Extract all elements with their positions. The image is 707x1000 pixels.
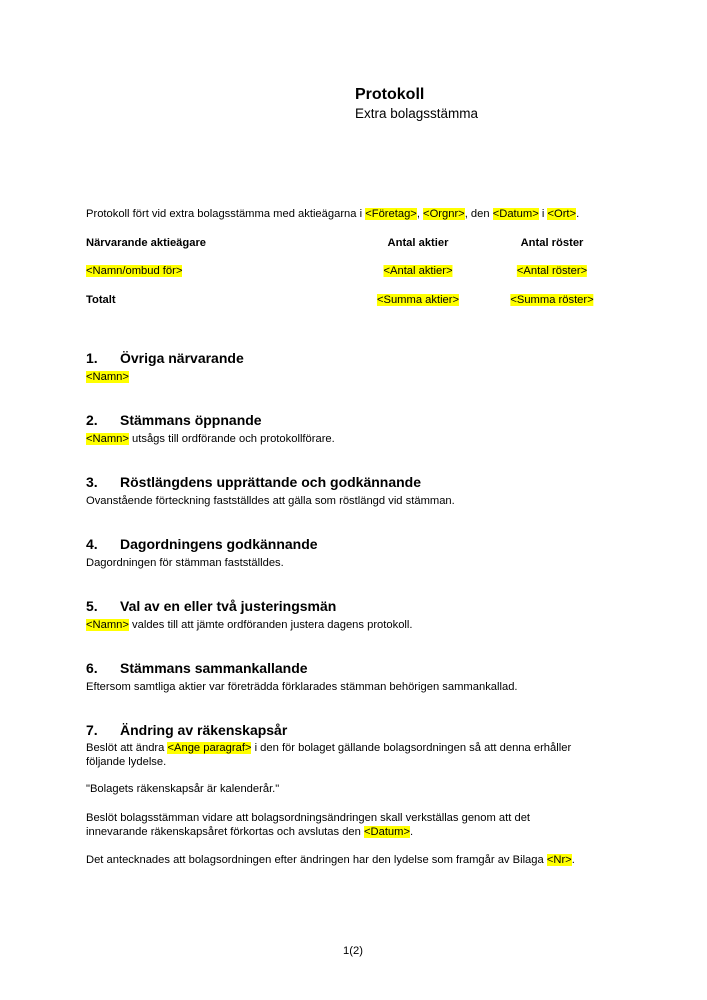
section-7-quote: "Bolagets räkenskapsår är kalenderår."	[86, 783, 280, 795]
placeholder-name: <Namn>	[86, 371, 129, 383]
placeholder-company: <Företag>	[365, 208, 417, 220]
header-shares: Antal aktier	[387, 237, 449, 249]
section-4-heading	[86, 536, 318, 552]
section-7-p3-line1: Beslöt bolagsstämman vidare att bolagsordningsändringen skall verkställas genom att det	[86, 812, 531, 824]
row-shares: <Antal aktier>	[383, 265, 453, 277]
section-7-p1-line1	[86, 742, 571, 754]
intro-text: , den	[464, 208, 493, 220]
section-number: 5.	[86, 598, 98, 614]
text: Beslöt att ändra	[86, 742, 168, 754]
header-votes: Antal röster	[520, 237, 584, 249]
section-5-text	[86, 619, 413, 631]
section-title: Stämmans öppnande	[120, 412, 262, 428]
section-number: 2.	[86, 412, 98, 428]
section-7-p3-line2	[86, 826, 413, 838]
section-1-heading	[86, 350, 244, 366]
section-6-text: Eftersom samtliga aktier var företrädda förklarades stämman behörigen sammankallad.	[86, 681, 518, 693]
section-2-heading	[86, 412, 262, 428]
text: .	[571, 854, 575, 866]
section-title: Röstlängdens upprättande och godkännande	[120, 474, 422, 490]
section-body: utsågs till ordförande och protokollförare.	[128, 433, 335, 445]
section-number: 7.	[86, 722, 98, 738]
section-number: 1.	[86, 350, 98, 366]
total-label: Totalt	[86, 294, 116, 306]
section-number: 3.	[86, 474, 98, 490]
section-title: Dagordningens godkännande	[120, 536, 318, 552]
placeholder-date: <Datum>	[492, 208, 539, 220]
section-7-p1-line2: följande lydelse.	[86, 756, 167, 768]
intro-paragraph	[86, 208, 579, 220]
section-number: 4.	[86, 536, 98, 552]
section-1-text	[86, 371, 129, 383]
header-shareholders: Närvarande aktieägare	[86, 237, 207, 249]
intro-text: Protokoll fört vid extra bolagsstämma med aktieägarna i	[86, 208, 366, 220]
section-number: 6.	[86, 660, 98, 676]
text: innevarande räkenskapsåret förkortas och avslutas den	[86, 826, 364, 838]
section-title: Val av en eller två justeringsmän	[120, 598, 337, 614]
page-number: 1(2)	[343, 945, 363, 957]
placeholder-paragraph: <Ange paragraf>	[167, 742, 252, 754]
intro-text: i	[538, 208, 548, 220]
intro-text: .	[576, 208, 580, 220]
section-title: Övriga närvarande	[120, 350, 244, 366]
section-title: Ändring av räkenskapsår	[120, 722, 288, 738]
row-name: <Namn/ombud för>	[86, 265, 183, 277]
section-2-text	[86, 433, 335, 445]
section-3-heading	[86, 474, 421, 490]
row-votes: <Antal röster>	[516, 265, 588, 277]
placeholder-attachment-number: <Nr>	[546, 854, 572, 866]
section-body: valdes till att jämte ordföranden justera dagens protokoll.	[128, 619, 413, 631]
placeholder-date: <Datum>	[363, 826, 411, 838]
total-shares: <Summa aktier>	[376, 294, 460, 306]
text: .	[410, 826, 414, 838]
placeholder-orgnr: <Orgnr>	[423, 208, 465, 220]
text: Det antecknades att bolagsordningen efter ändringen har den lydelse som framgår av Bilaga	[86, 854, 547, 866]
placeholder-name: <Namn>	[86, 619, 129, 631]
section-7-p4	[86, 854, 575, 866]
section-4-text: Dagordningen för stämman fastställdes.	[86, 557, 284, 569]
section-5-heading	[86, 598, 336, 614]
placeholder-name: <Namn>	[86, 433, 129, 445]
placeholder-place: <Ort>	[547, 208, 577, 220]
section-7-heading	[86, 722, 287, 738]
section-6-heading	[86, 660, 308, 676]
document-subtitle: Extra bolagsstämma	[355, 106, 479, 121]
section-3-text: Ovanstående förteckning fastställdes att gälla som röstlängd vid stämman.	[86, 495, 455, 507]
separator: ,	[416, 208, 424, 220]
section-title: Stämmans sammankallande	[120, 660, 308, 676]
text: i den för bolaget gällande bolagsordningen så att denna erhåller	[251, 742, 572, 754]
total-votes: <Summa röster>	[510, 294, 594, 306]
document-title: Protokoll	[355, 86, 425, 103]
